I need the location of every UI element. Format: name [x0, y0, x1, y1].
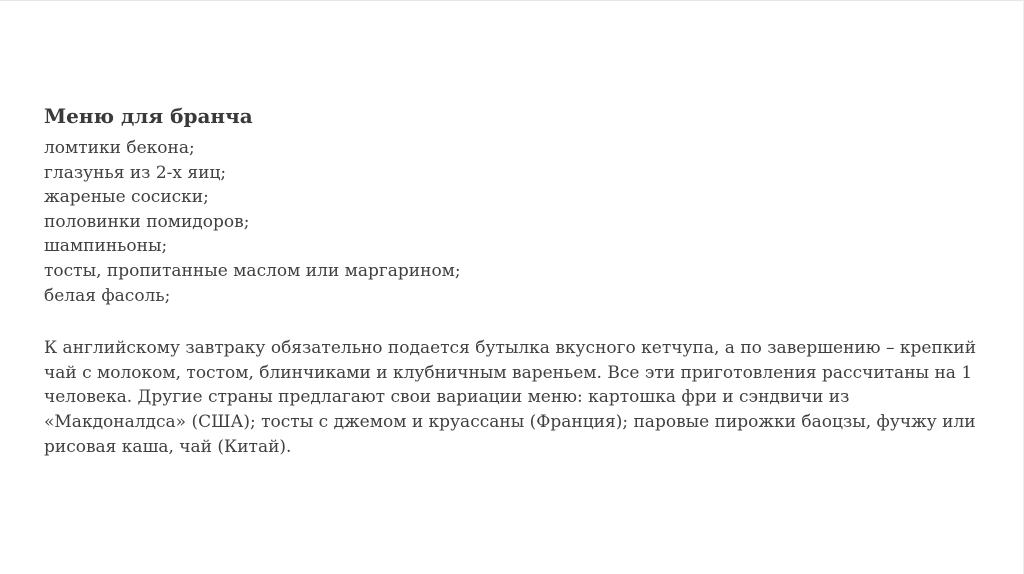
top-divider	[0, 0, 1024, 1]
menu-item: половинки помидоров;	[44, 211, 250, 232]
menu-item: шампиньоны;	[44, 236, 168, 257]
slide-content	[44, 100, 984, 459]
paragraph-line: «Макдоналдса» (США); тосты с джемом и круассаны (Франция); паровые пирожки баоцзы, фучжу или	[44, 411, 976, 432]
slide-heading: Меню для бранча	[44, 104, 253, 128]
description-paragraph	[44, 336, 979, 459]
brunch-menu-list	[44, 136, 984, 308]
menu-item: тосты, пропитанные маслом или маргарином;	[44, 260, 461, 281]
menu-item: глазунья из 2-х яиц;	[44, 162, 227, 183]
menu-item: белая фасоль;	[44, 285, 171, 306]
menu-item: ломтики бекона;	[44, 138, 195, 158]
paragraph-line: чай с молоком, тостом, блинчиками и клубничным вареньем. Все эти приготовления рассчитаны на 1	[44, 362, 973, 383]
paragraph-line: рисовая каша, чай (Китай).	[44, 436, 292, 457]
menu-item: жареные сосиски;	[44, 187, 209, 208]
paragraph-line: человека. Другие страны предлагают свои вариации меню: картошка фри и сэндвичи из	[44, 387, 850, 408]
paragraph-line: К английскому завтраку обязательно подается бутылка вкусного кетчупа, а по завершению – крепкий	[44, 338, 977, 359]
